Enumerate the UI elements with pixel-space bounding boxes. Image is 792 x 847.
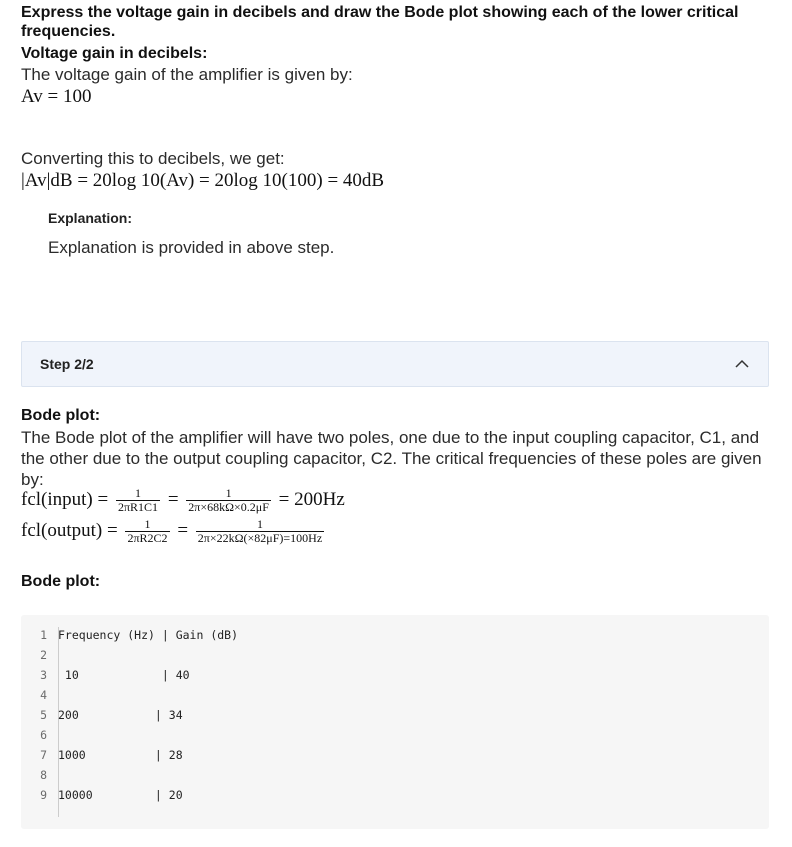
db-equation: |Av|dB = 20log 10(Av) = 20log 10(100) = 40dB bbox=[21, 170, 385, 191]
eq2-f2-num: 1 bbox=[256, 517, 263, 531]
eq2-eq-sign: = bbox=[107, 519, 118, 541]
code-line: 1 Frequency (Hz) | Gain (dB) bbox=[40, 628, 239, 642]
eq2-fraction-2 bbox=[196, 518, 324, 545]
eq1-f1-den: 2πR1C1 bbox=[117, 500, 159, 514]
bode-heading: Bode plot: bbox=[21, 407, 101, 424]
bode-plot-heading: Bode plot: bbox=[21, 573, 101, 590]
code-line: 3 10 | 40 bbox=[40, 668, 190, 682]
eq1-result: = 200Hz bbox=[278, 488, 345, 510]
eq1-fraction-1 bbox=[116, 487, 160, 514]
eq1-f2-den: 2π×68kΩ×0.2μF bbox=[188, 500, 269, 514]
gain-text: The voltage gain of the amplifier is given by: bbox=[21, 65, 353, 84]
eq1-lhs: fcl(input) bbox=[21, 488, 93, 510]
eq2-lhs: fcl(output) bbox=[21, 519, 103, 541]
eq2-f1-num: 1 bbox=[144, 517, 151, 531]
code-line: 9 10000 | 20 bbox=[40, 788, 183, 802]
eq1-fraction-2 bbox=[186, 487, 271, 514]
explanation-title: Explanation: bbox=[48, 210, 133, 226]
eq1-f2-num: 1 bbox=[225, 486, 232, 500]
eq1-f1-num: 1 bbox=[135, 486, 142, 500]
eq2-eq-sign-2: = bbox=[177, 519, 189, 541]
eq2-fraction-1 bbox=[125, 518, 169, 545]
eq2-f2-den: 2π×22kΩ(×82μF)=100Hz bbox=[197, 531, 323, 545]
code-line: 5 200 | 34 bbox=[40, 708, 183, 722]
step-header[interactable] bbox=[21, 341, 769, 387]
eq1-eq-sign: = bbox=[97, 488, 109, 510]
explanation-text: Explanation is provided in above step. bbox=[48, 238, 335, 257]
fcl-input-equation bbox=[21, 487, 345, 514]
eq1-eq-sign-2: = bbox=[167, 488, 179, 510]
code-block bbox=[21, 615, 769, 829]
step-label: Step 2/2 bbox=[40, 356, 94, 372]
code-line: 2 bbox=[40, 648, 47, 662]
question-heading: Express the voltage gain in decibels and draw the Bode plot showing each of the lower critical frequencies. bbox=[21, 4, 739, 40]
gain-equation: Av = 100 bbox=[21, 86, 92, 107]
code-line: 8 bbox=[40, 768, 47, 782]
code-line: 7 1000 | 28 bbox=[40, 748, 183, 762]
eq2-f1-den: 2πR2C2 bbox=[127, 531, 168, 545]
code-line: 6 bbox=[40, 728, 47, 742]
fcl-output-equation bbox=[21, 518, 327, 545]
chevron-up-icon[interactable] bbox=[735, 359, 749, 369]
gain-heading: Voltage gain in decibels: bbox=[21, 45, 208, 62]
code-line: 4 bbox=[40, 688, 47, 702]
convert-text: Converting this to decibels, we get: bbox=[21, 149, 285, 168]
bode-description: The Bode plot of the amplifier will have two poles, one due to the input coupling capacitor, C1, and the other due to the output coupling capacitor, C2. The critical frequencies of these poles are given by: bbox=[21, 428, 762, 489]
